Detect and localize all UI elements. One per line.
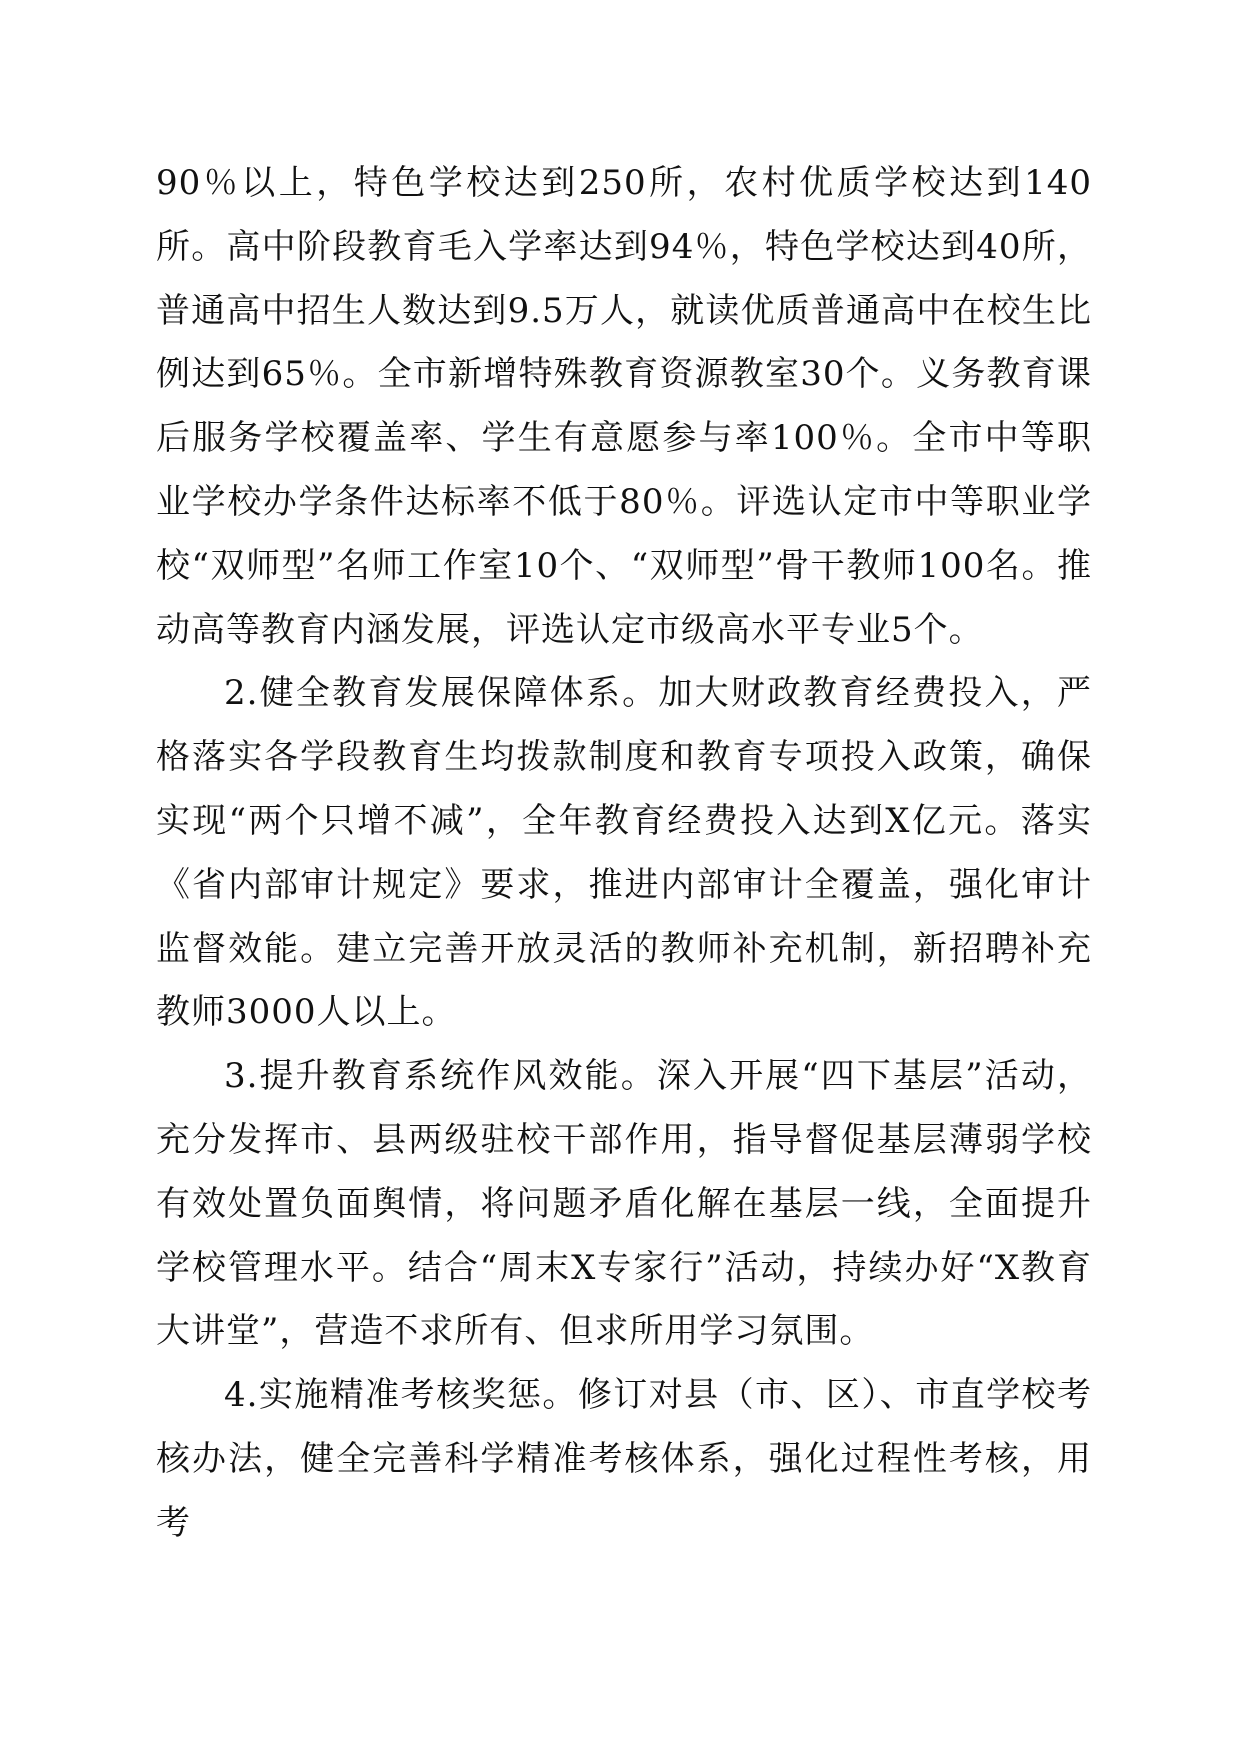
- paragraph-2-education-guarantee: 2.健全教育发展保障体系。加大财政教育经费投入，严格落实各学段教育生均拨款制度和教育专项投入政策，确保实现“两个只增不减”，全年教育经费投入达到X亿元。落实《省内部审计规定》要求，推进内部审计全覆盖，强化审计监督效能。建立完善开放灵活的教师补充机制，新招聘补充教师3000人以上。: [156, 673, 1092, 1033]
- paragraph-3-work-style: 3.提升教育系统作风效能。深入开展“四下基层”活动，充分发挥市、县两级驻校干部作用，指导督促基层薄弱学校有效处置负面舆情，将问题矛盾化解在基层一线，全面提升学校管理水平。结合“周末X专家行”活动，持续办好“X教育大讲堂”，营造不求所有、但求所用学习氛围。: [156, 1056, 1092, 1352]
- paragraph-1-continued: 90％以上，特色学校达到250所，农村优质学校达到140所。高中阶段教育毛入学率达到94％，特色学校达到40所，普通高中招生人数达到9.5万人，就读优质普通高中在校生比例达到65％。全市新增特殊教育资源教室30个。义务教育课后服务学校覆盖率、学生有意愿参与率100％。全市中等职业学校办学条件达标率不低于80％。评选认定市中等职业学校“双师型”名师工作室10个、“双师型”骨干教师100名。推动高等教育内涵发展，评选认定市级高水平专业5个。: [156, 163, 1092, 650]
- paragraph-4-assessment: 4.实施精准考核奖惩。修订对县（市、区）、市直学校考核办法，健全完善科学精准考核体系，强化过程性考核，用考: [156, 1375, 1092, 1543]
- document-page: [156, 152, 1092, 1556]
